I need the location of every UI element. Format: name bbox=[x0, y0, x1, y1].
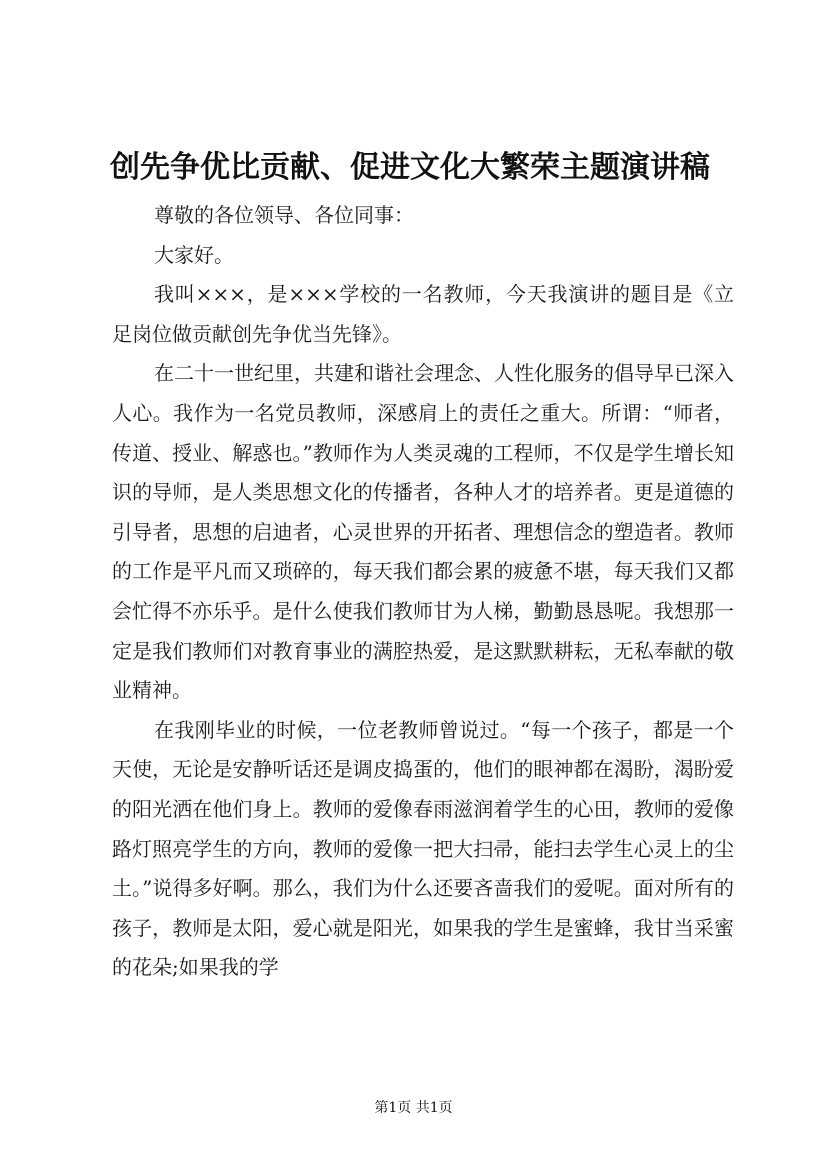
paragraph-greeting: 尊敬的各位领导、各位同事： bbox=[154, 203, 414, 227]
paragraph-introduction: 我叫×××，是×××学校的一名教师，今天我演讲的题目是《立足岗位做贡献创先争优当先锋》。 bbox=[112, 282, 734, 346]
paragraph-teacher-love: 在我刚毕业的时候，一位老教师曾说过。“每一个孩子，都是一个天使，无论是安静听话还是调皮捣蛋的，他们的眼神都在渴盼，渴盼爱的阳光洒在他们身上。教师的爱像春雨滋润着学生的心田，教师的爱像路灯照亮学生的方向，教师的爱像一把大扫帚，能扫去学生心灵上的尘土。”说得多好啊。那么，我们为什么还要吝啬我们的爱呢。面对所有的孩子，教师是太阳，爱心就是阳光，如果我的学生是蜜蜂，我甘当采蜜的花朵;如果我的学 bbox=[112, 717, 734, 980]
paragraph-hello: 大家好。 bbox=[154, 242, 234, 267]
document-body bbox=[112, 196, 734, 988]
page-number-footer: 第1页 共1页 bbox=[374, 1100, 453, 1116]
paragraph-teacher-role: 在二十一世纪里，共建和谐社会理念、人性化服务的倡导早已深入人心。我作为一名党员教师，深感肩上的责任之重大。所谓：“师者，传道、授业、解惑也。”教师作为人类灵魂的工程师，不仅是学生增长知识的导师，是人类思想文化的传播者，各种人才的培养者。更是道德的引导者，思想的启迪者，心灵世界的开拓者、理想信念的塑造者。教师的工作是平凡而又琐碎的，每天我们都会累的疲惫不堪，每天我们又都会忙得不亦乐乎。是什么使我们教师甘为人梯，勤勤恳恳呢。我想那一定是我们教师们对教育事业的满腔热爱，是这默默耕耘，无私奉献的敬业精神。 bbox=[112, 361, 734, 703]
document-title: 创先争优比贡献、促进文化大繁荣主题演讲稿 bbox=[110, 150, 710, 185]
